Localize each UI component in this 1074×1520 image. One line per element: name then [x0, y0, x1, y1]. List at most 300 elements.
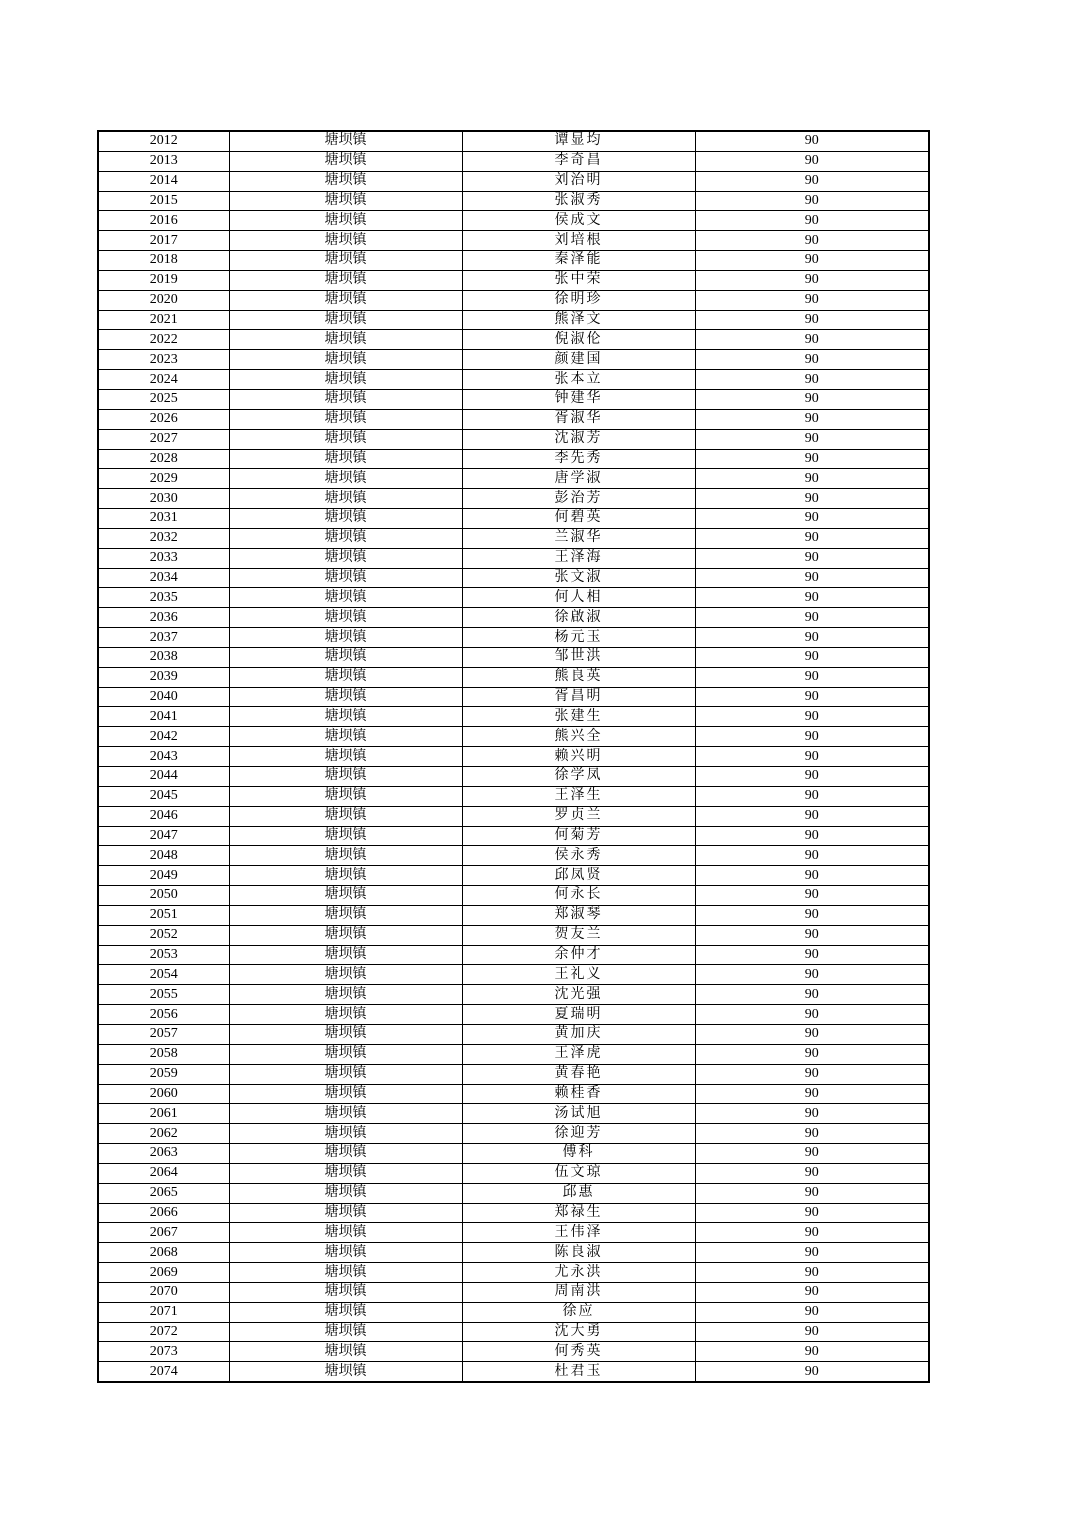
table-row: [98, 1044, 929, 1064]
cell-serial-number: 2051: [98, 905, 229, 925]
cell-serial-number: 2016: [98, 211, 229, 231]
cell-person-name: 张建生: [462, 707, 695, 727]
cell-person-name: 邹世洪: [462, 647, 695, 667]
cell-town: 塘坝镇: [229, 429, 462, 449]
cell-amount: 90: [695, 1263, 929, 1283]
cell-person-name: 刘治明: [462, 171, 695, 191]
cell-person-name: 秦泽能: [462, 251, 695, 271]
cell-serial-number: 2040: [98, 687, 229, 707]
table-row: [98, 1104, 929, 1124]
table-row: [98, 171, 929, 191]
table-row: [98, 1263, 929, 1283]
cell-amount: 90: [695, 806, 929, 826]
cell-amount: 90: [695, 270, 929, 290]
cell-town: 塘坝镇: [229, 509, 462, 529]
cell-serial-number: 2071: [98, 1302, 229, 1322]
cell-town: 塘坝镇: [229, 151, 462, 171]
cell-amount: 90: [695, 1124, 929, 1144]
cell-town: 塘坝镇: [229, 965, 462, 985]
table-row: [98, 1203, 929, 1223]
cell-person-name: 兰淑华: [462, 528, 695, 548]
table-row: [98, 1064, 929, 1084]
cell-amount: 90: [695, 568, 929, 588]
cell-amount: 90: [695, 151, 929, 171]
cell-person-name: 熊泽文: [462, 310, 695, 330]
cell-person-name: 余仲才: [462, 945, 695, 965]
cell-amount: 90: [695, 1282, 929, 1302]
table-row: [98, 588, 929, 608]
cell-person-name: 唐学淑: [462, 469, 695, 489]
cell-town: 塘坝镇: [229, 747, 462, 767]
cell-amount: 90: [695, 1223, 929, 1243]
cell-serial-number: 2068: [98, 1243, 229, 1263]
cell-town: 塘坝镇: [229, 588, 462, 608]
cell-person-name: 何人相: [462, 588, 695, 608]
cell-serial-number: 2031: [98, 509, 229, 529]
cell-person-name: 徐学凤: [462, 767, 695, 787]
cell-serial-number: 2047: [98, 826, 229, 846]
cell-person-name: 郑禄生: [462, 1203, 695, 1223]
cell-town: 塘坝镇: [229, 528, 462, 548]
cell-town: 塘坝镇: [229, 945, 462, 965]
cell-person-name: 李奇昌: [462, 151, 695, 171]
cell-town: 塘坝镇: [229, 1263, 462, 1283]
cell-amount: 90: [695, 786, 929, 806]
cell-town: 塘坝镇: [229, 270, 462, 290]
table-row: [98, 191, 929, 211]
table-row: [98, 806, 929, 826]
cell-town: 塘坝镇: [229, 1064, 462, 1084]
table-row: [98, 1163, 929, 1183]
cell-serial-number: 2058: [98, 1044, 229, 1064]
cell-person-name: 徐迎芳: [462, 1124, 695, 1144]
cell-town: 塘坝镇: [229, 370, 462, 390]
cell-serial-number: 2074: [98, 1362, 229, 1382]
cell-serial-number: 2066: [98, 1203, 229, 1223]
cell-serial-number: 2043: [98, 747, 229, 767]
cell-person-name: 熊良英: [462, 667, 695, 687]
cell-serial-number: 2045: [98, 786, 229, 806]
cell-serial-number: 2064: [98, 1163, 229, 1183]
table-row: [98, 1342, 929, 1362]
cell-serial-number: 2018: [98, 251, 229, 271]
cell-town: 塘坝镇: [229, 330, 462, 350]
cell-town: 塘坝镇: [229, 806, 462, 826]
cell-town: 塘坝镇: [229, 667, 462, 687]
table-row: [98, 270, 929, 290]
table-row: [98, 767, 929, 787]
cell-serial-number: 2026: [98, 409, 229, 429]
cell-amount: 90: [695, 350, 929, 370]
cell-serial-number: 2035: [98, 588, 229, 608]
cell-amount: 90: [695, 846, 929, 866]
cell-serial-number: 2021: [98, 310, 229, 330]
roster-table: [97, 130, 930, 1383]
cell-town: 塘坝镇: [229, 251, 462, 271]
cell-amount: 90: [695, 191, 929, 211]
cell-serial-number: 2060: [98, 1084, 229, 1104]
cell-serial-number: 2041: [98, 707, 229, 727]
table-row: [98, 965, 929, 985]
cell-serial-number: 2042: [98, 727, 229, 747]
cell-serial-number: 2039: [98, 667, 229, 687]
table-row: [98, 1322, 929, 1342]
cell-serial-number: 2053: [98, 945, 229, 965]
cell-person-name: 何永长: [462, 886, 695, 906]
cell-serial-number: 2063: [98, 1144, 229, 1164]
table-row: [98, 509, 929, 529]
cell-person-name: 贺友兰: [462, 925, 695, 945]
cell-serial-number: 2067: [98, 1223, 229, 1243]
cell-town: 塘坝镇: [229, 171, 462, 191]
cell-town: 塘坝镇: [229, 1044, 462, 1064]
cell-person-name: 汤试旭: [462, 1104, 695, 1124]
cell-town: 塘坝镇: [229, 489, 462, 509]
cell-town: 塘坝镇: [229, 905, 462, 925]
cell-person-name: 钟建华: [462, 389, 695, 409]
cell-serial-number: 2014: [98, 171, 229, 191]
cell-amount: 90: [695, 429, 929, 449]
cell-town: 塘坝镇: [229, 1084, 462, 1104]
table-row: [98, 747, 929, 767]
cell-serial-number: 2037: [98, 628, 229, 648]
cell-serial-number: 2013: [98, 151, 229, 171]
table-row: [98, 945, 929, 965]
cell-person-name: 罗贞兰: [462, 806, 695, 826]
cell-person-name: 邱惠: [462, 1183, 695, 1203]
cell-amount: 90: [695, 628, 929, 648]
table-row: [98, 568, 929, 588]
cell-person-name: 王泽虎: [462, 1044, 695, 1064]
cell-town: 塘坝镇: [229, 568, 462, 588]
cell-serial-number: 2073: [98, 1342, 229, 1362]
table-row: [98, 1124, 929, 1144]
cell-person-name: 沈大勇: [462, 1322, 695, 1342]
cell-person-name: 周南洪: [462, 1282, 695, 1302]
cell-town: 塘坝镇: [229, 826, 462, 846]
cell-town: 塘坝镇: [229, 1124, 462, 1144]
table-row: [98, 330, 929, 350]
cell-amount: 90: [695, 310, 929, 330]
cell-town: 塘坝镇: [229, 846, 462, 866]
cell-amount: 90: [695, 489, 929, 509]
table-row: [98, 409, 929, 429]
cell-serial-number: 2029: [98, 469, 229, 489]
cell-amount: 90: [695, 290, 929, 310]
cell-town: 塘坝镇: [229, 211, 462, 231]
table-row: [98, 310, 929, 330]
cell-amount: 90: [695, 965, 929, 985]
cell-person-name: 沈淑芳: [462, 429, 695, 449]
cell-amount: 90: [695, 330, 929, 350]
table-row: [98, 528, 929, 548]
cell-person-name: 王泽海: [462, 548, 695, 568]
cell-person-name: 张文淑: [462, 568, 695, 588]
cell-amount: 90: [695, 1005, 929, 1025]
cell-person-name: 胥淑华: [462, 409, 695, 429]
cell-person-name: 刘培根: [462, 231, 695, 251]
cell-town: 塘坝镇: [229, 191, 462, 211]
cell-amount: 90: [695, 647, 929, 667]
table-row: [98, 1223, 929, 1243]
cell-amount: 90: [695, 1104, 929, 1124]
cell-town: 塘坝镇: [229, 707, 462, 727]
cell-amount: 90: [695, 1144, 929, 1164]
cell-person-name: 傅科: [462, 1144, 695, 1164]
cell-person-name: 王礼义: [462, 965, 695, 985]
cell-amount: 90: [695, 1243, 929, 1263]
table-row: [98, 886, 929, 906]
cell-person-name: 颜建国: [462, 350, 695, 370]
cell-person-name: 赖兴明: [462, 747, 695, 767]
cell-amount: 90: [695, 409, 929, 429]
cell-amount: 90: [695, 608, 929, 628]
cell-serial-number: 2019: [98, 270, 229, 290]
table-row: [98, 231, 929, 251]
cell-town: 塘坝镇: [229, 767, 462, 787]
cell-person-name: 赖桂香: [462, 1084, 695, 1104]
table-row: [98, 786, 929, 806]
cell-amount: 90: [695, 588, 929, 608]
table-row: [98, 687, 929, 707]
roster-table-body: [98, 131, 929, 1382]
table-row: [98, 667, 929, 687]
table-row: [98, 469, 929, 489]
cell-town: 塘坝镇: [229, 628, 462, 648]
cell-amount: 90: [695, 1163, 929, 1183]
cell-town: 塘坝镇: [229, 1203, 462, 1223]
table-row: [98, 1362, 929, 1382]
cell-amount: 90: [695, 727, 929, 747]
cell-person-name: 徐啟淑: [462, 608, 695, 628]
cell-amount: 90: [695, 211, 929, 231]
cell-serial-number: 2061: [98, 1104, 229, 1124]
cell-person-name: 胥昌明: [462, 687, 695, 707]
cell-person-name: 黄春艳: [462, 1064, 695, 1084]
cell-person-name: 彭治芳: [462, 489, 695, 509]
cell-serial-number: 2065: [98, 1183, 229, 1203]
table-row: [98, 866, 929, 886]
cell-amount: 90: [695, 1203, 929, 1223]
cell-amount: 90: [695, 469, 929, 489]
table-row: [98, 350, 929, 370]
cell-serial-number: 2044: [98, 767, 229, 787]
table-row: [98, 290, 929, 310]
cell-town: 塘坝镇: [229, 449, 462, 469]
cell-serial-number: 2034: [98, 568, 229, 588]
cell-amount: 90: [695, 707, 929, 727]
cell-town: 塘坝镇: [229, 1302, 462, 1322]
cell-amount: 90: [695, 1362, 929, 1382]
table-row: [98, 429, 929, 449]
cell-town: 塘坝镇: [229, 1104, 462, 1124]
cell-amount: 90: [695, 826, 929, 846]
cell-person-name: 熊兴全: [462, 727, 695, 747]
cell-town: 塘坝镇: [229, 925, 462, 945]
cell-town: 塘坝镇: [229, 647, 462, 667]
cell-person-name: 侯成文: [462, 211, 695, 231]
cell-town: 塘坝镇: [229, 548, 462, 568]
table-row: [98, 647, 929, 667]
cell-person-name: 张中荣: [462, 270, 695, 290]
cell-person-name: 徐应: [462, 1302, 695, 1322]
cell-town: 塘坝镇: [229, 310, 462, 330]
cell-amount: 90: [695, 866, 929, 886]
cell-amount: 90: [695, 1302, 929, 1322]
cell-serial-number: 2036: [98, 608, 229, 628]
cell-serial-number: 2055: [98, 985, 229, 1005]
table-row: [98, 846, 929, 866]
table-row: [98, 211, 929, 231]
cell-person-name: 沈光强: [462, 985, 695, 1005]
table-row: [98, 727, 929, 747]
table-row: [98, 1084, 929, 1104]
table-row: [98, 925, 929, 945]
cell-serial-number: 2027: [98, 429, 229, 449]
cell-town: 塘坝镇: [229, 350, 462, 370]
cell-amount: 90: [695, 886, 929, 906]
cell-person-name: 倪淑伦: [462, 330, 695, 350]
cell-person-name: 夏瑞明: [462, 1005, 695, 1025]
table-row: [98, 1302, 929, 1322]
cell-town: 塘坝镇: [229, 1243, 462, 1263]
table-row: [98, 826, 929, 846]
cell-amount: 90: [695, 1183, 929, 1203]
cell-town: 塘坝镇: [229, 866, 462, 886]
cell-person-name: 郑淑琴: [462, 905, 695, 925]
cell-town: 塘坝镇: [229, 786, 462, 806]
cell-amount: 90: [695, 1044, 929, 1064]
cell-person-name: 王伟泽: [462, 1223, 695, 1243]
cell-town: 塘坝镇: [229, 1163, 462, 1183]
cell-amount: 90: [695, 389, 929, 409]
cell-person-name: 陈良淑: [462, 1243, 695, 1263]
cell-amount: 90: [695, 1064, 929, 1084]
cell-serial-number: 2056: [98, 1005, 229, 1025]
cell-serial-number: 2012: [98, 131, 229, 151]
cell-person-name: 侯永秀: [462, 846, 695, 866]
cell-serial-number: 2022: [98, 330, 229, 350]
cell-serial-number: 2033: [98, 548, 229, 568]
cell-person-name: 杜君玉: [462, 1362, 695, 1382]
cell-town: 塘坝镇: [229, 1024, 462, 1044]
cell-amount: 90: [695, 231, 929, 251]
cell-town: 塘坝镇: [229, 1342, 462, 1362]
table-row: [98, 1144, 929, 1164]
cell-amount: 90: [695, 985, 929, 1005]
cell-person-name: 尤永洪: [462, 1263, 695, 1283]
cell-serial-number: 2030: [98, 489, 229, 509]
table-row: [98, 389, 929, 409]
cell-town: 塘坝镇: [229, 389, 462, 409]
cell-amount: 90: [695, 528, 929, 548]
cell-serial-number: 2025: [98, 389, 229, 409]
cell-person-name: 李先秀: [462, 449, 695, 469]
cell-person-name: 徐明珍: [462, 290, 695, 310]
cell-town: 塘坝镇: [229, 231, 462, 251]
table-row: [98, 985, 929, 1005]
table-row: [98, 370, 929, 390]
table-row: [98, 1005, 929, 1025]
cell-serial-number: 2052: [98, 925, 229, 945]
table-row: [98, 251, 929, 271]
cell-serial-number: 2024: [98, 370, 229, 390]
cell-town: 塘坝镇: [229, 290, 462, 310]
cell-amount: 90: [695, 767, 929, 787]
cell-serial-number: 2049: [98, 866, 229, 886]
table-row: [98, 1282, 929, 1302]
cell-person-name: 王泽生: [462, 786, 695, 806]
cell-person-name: 伍文琼: [462, 1163, 695, 1183]
cell-town: 塘坝镇: [229, 1223, 462, 1243]
cell-person-name: 黄加庆: [462, 1024, 695, 1044]
cell-amount: 90: [695, 370, 929, 390]
table-row: [98, 1024, 929, 1044]
cell-town: 塘坝镇: [229, 985, 462, 1005]
cell-town: 塘坝镇: [229, 1144, 462, 1164]
cell-serial-number: 2059: [98, 1064, 229, 1084]
cell-serial-number: 2069: [98, 1263, 229, 1283]
table-row: [98, 131, 929, 151]
table-row: [98, 489, 929, 509]
table-row: [98, 905, 929, 925]
table-row: [98, 548, 929, 568]
table-row: [98, 608, 929, 628]
cell-person-name: 杨元玉: [462, 628, 695, 648]
cell-serial-number: 2070: [98, 1282, 229, 1302]
cell-amount: 90: [695, 747, 929, 767]
cell-serial-number: 2050: [98, 886, 229, 906]
cell-amount: 90: [695, 251, 929, 271]
cell-person-name: 谭显均: [462, 131, 695, 151]
cell-town: 塘坝镇: [229, 1183, 462, 1203]
cell-amount: 90: [695, 1084, 929, 1104]
cell-amount: 90: [695, 449, 929, 469]
cell-amount: 90: [695, 905, 929, 925]
cell-serial-number: 2015: [98, 191, 229, 211]
cell-amount: 90: [695, 945, 929, 965]
cell-town: 塘坝镇: [229, 469, 462, 489]
table-row: [98, 1243, 929, 1263]
cell-town: 塘坝镇: [229, 409, 462, 429]
cell-town: 塘坝镇: [229, 1322, 462, 1342]
cell-person-name: 何秀英: [462, 1342, 695, 1362]
cell-serial-number: 2028: [98, 449, 229, 469]
cell-amount: 90: [695, 925, 929, 945]
cell-town: 塘坝镇: [229, 687, 462, 707]
cell-town: 塘坝镇: [229, 131, 462, 151]
cell-town: 塘坝镇: [229, 608, 462, 628]
table-row: [98, 707, 929, 727]
cell-amount: 90: [695, 1322, 929, 1342]
cell-town: 塘坝镇: [229, 886, 462, 906]
cell-amount: 90: [695, 687, 929, 707]
cell-serial-number: 2038: [98, 647, 229, 667]
cell-serial-number: 2054: [98, 965, 229, 985]
cell-serial-number: 2048: [98, 846, 229, 866]
cell-person-name: 张本立: [462, 370, 695, 390]
document-page: [97, 130, 928, 1383]
cell-amount: 90: [695, 171, 929, 191]
cell-person-name: 张淑秀: [462, 191, 695, 211]
cell-serial-number: 2020: [98, 290, 229, 310]
cell-town: 塘坝镇: [229, 727, 462, 747]
cell-serial-number: 2062: [98, 1124, 229, 1144]
table-row: [98, 449, 929, 469]
cell-amount: 90: [695, 667, 929, 687]
cell-person-name: 何菊芳: [462, 826, 695, 846]
cell-town: 塘坝镇: [229, 1362, 462, 1382]
